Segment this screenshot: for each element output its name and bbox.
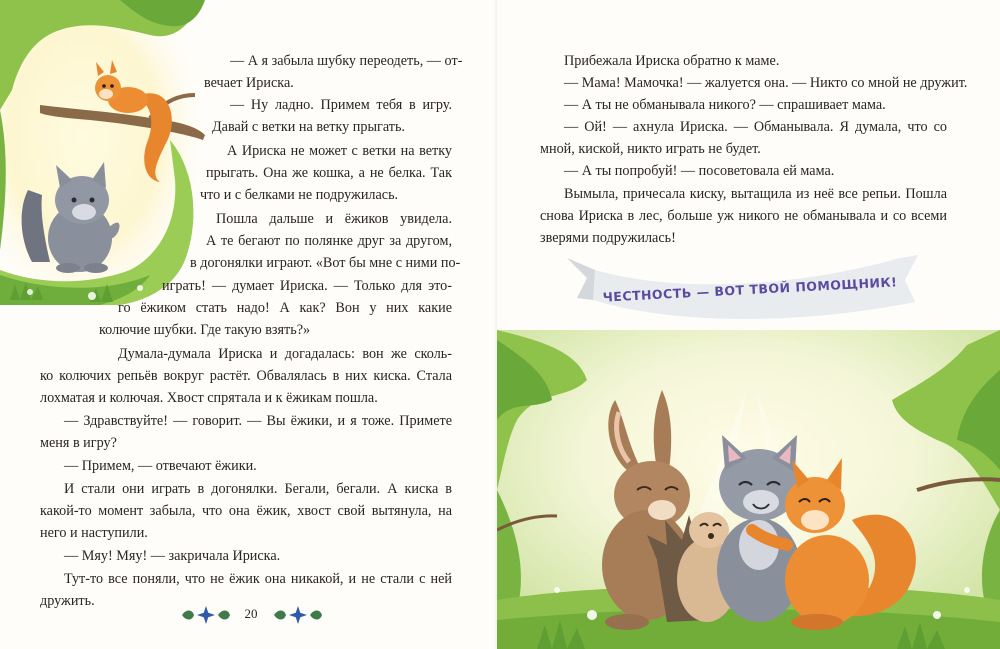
- right-ornament-icon: [270, 603, 326, 627]
- text-line: Думала-думала Ириска и догадалась: вон же сколь-: [118, 346, 452, 362]
- page-number: 20: [244, 606, 258, 621]
- text-line: играть! — думает Ириска. — Только для это-: [162, 278, 452, 294]
- left-page: [0, 0, 497, 649]
- text-line: зверями подружилась!: [540, 230, 676, 246]
- left-ornament-icon: [178, 603, 234, 627]
- text-line: колючие шубки. Где такую взять?»: [99, 322, 311, 338]
- squirrel-and-cat-illustration: [0, 0, 210, 305]
- text-line: меня в игру?: [40, 435, 117, 451]
- text-line: Пошла дальше и ёжиков увидела.: [216, 211, 452, 227]
- text-line: — Мама! Мамочка! — жалуется она. — Никто со мной не дружит.: [564, 75, 968, 91]
- text-line: Прибежала Ириска обратно к маме.: [564, 53, 780, 69]
- text-line: И стали они играть в догонялки. Бегали, бегали. А киска в: [64, 481, 452, 497]
- text-line: — Ой! — ахнула Ириска. — Обманывала. Я думала, что со: [564, 119, 947, 135]
- text-line: А Ириска не может с ветки на ветку: [227, 143, 452, 159]
- text-line: дружить.: [40, 593, 95, 609]
- text-line: Давай с ветки на ветку прыгать.: [212, 119, 405, 135]
- text-line: — А ты не обманывала никого? — спрашивает мама.: [564, 97, 886, 113]
- text-line: лохматая и колючая. Хвост спрятала и к ёжикам пошла.: [40, 390, 378, 406]
- motto-text: ЧЕСТНОСТЬ — ВОТ ТВОЙ ПОМОЩНИК!: [602, 274, 898, 305]
- text-line: — Здравствуйте! — говорит. — Вы ёжики, и я тоже. Примете: [64, 413, 452, 429]
- text-line: — Ну ладно. Примем тебя в игру.: [230, 97, 452, 113]
- text-line: — А ты попробуй! — посоветовала ей мама.: [564, 163, 835, 179]
- text-line: снова Ириска в лес, больше уж никого не обманывала и со всеми: [540, 208, 947, 224]
- text-line: А те бегают по полянке друг за другом,: [206, 233, 452, 249]
- text-line: него и наступили.: [40, 525, 148, 541]
- text-line: вечает Ириска.: [204, 75, 294, 91]
- text-line: прыгать. Она же кошка, а не белка. Так: [206, 165, 452, 181]
- text-line: мной, киской, никто играть не будет.: [540, 141, 761, 157]
- text-line: какой-то момент забыла, что она ёжик, хвост свой вытянула, на: [40, 503, 452, 519]
- text-line: — Примем, — отвечают ёжики.: [64, 458, 257, 474]
- text-line: что и с белками не подружилась.: [200, 187, 399, 203]
- text-line: — А я забыла шубку переодеть, — от-: [230, 53, 463, 69]
- text-line: Тут-то все поняли, что не ёжик она никакой, и не стали с ней: [64, 571, 452, 587]
- text-line: в догонялки играют. «Вот бы мне с ними по-: [190, 255, 461, 271]
- text-line: го ёжиком стать надо! А как? Вон у них какие: [118, 300, 452, 316]
- text-line: Вымыла, причесала киску, вытащила из неё все репьи. Пошла: [564, 186, 947, 202]
- text-line: — Мяу! Мяу! — закричала Ириска.: [64, 548, 281, 564]
- animal-friends-illustration: [497, 330, 1000, 649]
- text-line: ко колючих репьёв вокруг растёт. Обвалялась в них киска. Стала: [40, 368, 452, 384]
